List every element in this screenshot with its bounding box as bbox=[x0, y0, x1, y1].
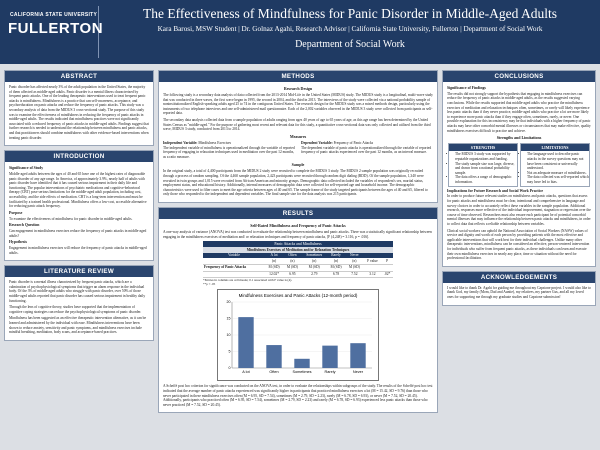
conclusions-panel bbox=[442, 70, 596, 267]
poster-title: The Effectiveness of Mindfulness for Panic Disorder in Middle-Aged Adults bbox=[142, 6, 558, 21]
results-heading: RESULTS bbox=[159, 208, 437, 219]
x-tick-label: Rarely bbox=[324, 370, 336, 375]
literature-p3: Mindfulness has been suggested as an effective therapeutic intervention alternative, as it can be learned and administered by the individual with ease. Mindfulness interventions have been shown to reduce anxiety, sensitivity and panic symptoms, and mindfulness exercises include mindful breathing, meditation, body scans, and acceptance-based practices. bbox=[9, 316, 147, 335]
table-header: Never bbox=[345, 253, 363, 259]
logo-line2: FULLERTON bbox=[8, 20, 104, 37]
limitations-box bbox=[520, 143, 590, 186]
impl-label: Implications for Future Research and Social Work Practice bbox=[447, 188, 544, 193]
chart-title: Mindfulness Exercises and Panic Attacks (12-month period) bbox=[238, 293, 358, 299]
measures-row bbox=[163, 141, 433, 161]
table-header: Sometimes bbox=[302, 253, 327, 259]
chart-bar bbox=[322, 346, 337, 368]
table-cell: M (SD) bbox=[283, 264, 301, 271]
table-cell: F value bbox=[364, 258, 382, 264]
impl-text: In order to produce future relevant studies on mindfulness and panic attacks, questions that assess for panic attacks and mindfulness must be clear, intentional and comprehensive in language and survey choices in order to accurately reflect these variables in the sample population. Additional research, responses more reflective of the individual improvement, stagnation or regression over the course of time observed. Researchers must also ensure each participant be of potential comorbid mental illnesses that may influence the relationship between panic attacks and mindfulness, in order to collect data that reflects a reliable relationship between variables. bbox=[447, 194, 591, 226]
table-header: Rarely bbox=[327, 253, 345, 259]
table-cell bbox=[203, 271, 265, 278]
right-column bbox=[442, 70, 596, 310]
poster-authors: Kara Barosi, MSW Student | Dr. Golnaz Agahi, Research Advisor | California State University, Fullerton | Department of Social Work bbox=[157, 25, 543, 33]
dv-label: Dependent Variable: bbox=[301, 140, 333, 145]
question-label: Research Question bbox=[9, 223, 40, 228]
table-row bbox=[203, 271, 393, 278]
acknowledgements-panel bbox=[442, 271, 596, 306]
strengths-title: STRENGTHS bbox=[449, 144, 517, 151]
x-tick-label: A lot bbox=[242, 370, 250, 375]
csuf-logo bbox=[6, 6, 104, 58]
y-tick-label: 20 bbox=[226, 300, 231, 305]
table-cell: (n) bbox=[283, 258, 301, 264]
chart-bar bbox=[294, 359, 309, 368]
table-subtitle: Mindfulness Exercises of Meditation and/or Relaxation Techniques bbox=[203, 247, 393, 253]
table-cell: 7.52 bbox=[345, 271, 363, 278]
sl-heading: Strengths and Limitations bbox=[496, 135, 542, 141]
table-header: A lot bbox=[265, 253, 283, 259]
strengths-limitations bbox=[447, 142, 591, 187]
table-header: Often bbox=[283, 253, 301, 259]
ack-heading: ACKNOWLEDGEMENTS bbox=[443, 272, 595, 283]
x-tick-label: Sometimes bbox=[292, 370, 312, 375]
iv-name: Mindfulness Exercises bbox=[198, 140, 231, 145]
measures-heading: Measures bbox=[289, 133, 307, 139]
literature-p1: Panic disorder is a mental illness characterized by frequent panic attacks, which are a culmination of psychophysiological symptoms that trigger an alarm response in the individual body. Of the 3% of middle-aged adults who struggle with panic disorder, over 50% of those middle-aged adults reported that panic disorder has caused serious impairment in healthy daily functioning. bbox=[9, 280, 146, 303]
results-intro: A one-way analysis of variance (ANOVA) test was conducted to evaluate the relationship between mindfulness and panic attacks. There was a statistically significant relationship between engaging in the mindfulness exercises of meditation and/ or relaxation techniques and frequency of panic attacks, [F (4,248) = 3.116, p = .016]. bbox=[163, 230, 432, 239]
results-table bbox=[203, 253, 393, 278]
introduction-heading: INTRODUCTION bbox=[5, 151, 153, 162]
results-table-wrap bbox=[203, 241, 393, 286]
table-cell: M (SD) bbox=[265, 264, 283, 271]
significance-text: Middle-aged adults between the ages of 40 and 65 have one of the highest rates of diagnosable panic disorder of any age range. In America, of approximately 3.9%, nearly half of adults with panic disorder have identified that it has caused serious impairment in their daily life and functioning. The popular interventions of psychiatric medications and cognitive-behavioral therapy (CBT) pose serious limitations for the middle-aged adult population, including cost, accessibility, and the side effects of medication. CBT is a long-term intervention and must be facilitated by a trained health professional. Mindfulness offers a low-cost, accessible alternative for reducing panic attack frequency. bbox=[9, 171, 147, 209]
table-cell: M (SD) bbox=[302, 264, 327, 271]
iv-text: The independent variable of mindfulness is operationalized through the variable of reported frequency of engaging in relaxation techniques used in meditation over the past 12 months, as a ratio measure. bbox=[163, 145, 295, 159]
poster-department: Department of Social Work bbox=[295, 39, 405, 50]
chart-bar bbox=[350, 344, 365, 369]
hypothesis-label: Hypothesis bbox=[9, 240, 27, 245]
methods-heading: METHODS bbox=[159, 71, 437, 82]
table-cell: M (SD) bbox=[345, 264, 363, 271]
x-tick-label: Often bbox=[269, 370, 279, 375]
title-block bbox=[104, 4, 596, 50]
table-cell bbox=[364, 264, 382, 271]
strengths-list bbox=[449, 152, 517, 184]
post-hoc-text: A Scheffé post hoc criterion for significance was conducted on the ANOVA test, in order to evaluate the relationships within subgroups of the study. The results of the Scheffé post hoc test indicated that the average number of panic attacks experienced was significantly higher in participants that practiced mindfulness exercises a lot (M = 15.42, SD = 9.76) than those who never participated in these mindfulness exercises often (M = 6.95, SD = 7.54), sometimes (M = 2.79, SD = 2.23), rarely (M = 6.78, SD = 6.93), or never (M = 7.52, SD = 20.45). Additionally, participants who practiced often (M = 6.95, SD = 7.54), sometimes (M = 2.79, SD = 2.23) and rarely (M = 6.78, SD = 6.93) experienced less panic attacks than those who never practiced (M = 7.52, SD = 20.45). bbox=[163, 384, 433, 407]
list-item: • The language used to describe panic attacks in the survey questions may not have been consistent or universally understood. bbox=[527, 152, 589, 170]
table-cell: (n) bbox=[302, 258, 327, 264]
conclusions-heading: CONCLUSIONS bbox=[443, 71, 595, 82]
dv-text: The dependent variable of panic attacks is operationalized through the variable of reported frequency of panic attacks experienced over the past 12 months, as an interval measure. bbox=[301, 145, 432, 155]
table-cell: .02* bbox=[381, 271, 393, 278]
limitations-list bbox=[521, 152, 589, 184]
abstract-panel bbox=[4, 70, 154, 146]
sample-text: In the original study, a total of 4,400 participants from the MIDUS 2 study were recruited to complete the MIDUS 3 study. The MIDUS 2 sample population was originally recruited through a process of random sampling. Of the 4,460 sample population, 2,423 participants were recruited through random digit dialing (RDD). Of the sample population, 1,340 were recruited in twin groups and 1,015 were recruited from African American and minority groups. Demographic data collected included the variables of respondent's sex, marital status, employment status, and educational history. Additionally, internal measures of demographic data were collected for self-reported age and household income. The demographic characteristics were used to filter cases to meet the age criteria between ages of 40 and 65. The sample frame of the study targeted participants between the ages of 40 and 65, filtered to only those who responded to the independent and dependent variables. The final sample size for the data analysis was 215 participants. bbox=[163, 169, 428, 197]
chart-bar bbox=[238, 317, 253, 368]
left-column bbox=[4, 70, 154, 345]
middle-column bbox=[158, 70, 438, 417]
bar-chart-svg bbox=[218, 290, 378, 380]
impl-text2: Clinical social workers can uphold the National Association of Social Workers (NASW) values of service and dignity and worth of each person by providing patients with the most effective and applicable interventions that will work best for their individual challenges. Unlike many other therapeutic interventions, mindfulness can be considered an effective, person-centered intervention for individuals who suffer from frequent panic attacks, as these individuals can learn and execute their own mindfulness exercises in nearly any place, time or situation without the need for professional facilitation. bbox=[447, 228, 590, 261]
table-cell: 12.02* bbox=[265, 271, 283, 278]
abstract-heading: ABSTRACT bbox=[5, 71, 153, 82]
iv-label: Independent Variable: bbox=[163, 140, 198, 145]
list-item: • Not an adequate measure of mindfulness. bbox=[527, 171, 589, 176]
table-cell: 2.79 bbox=[302, 271, 327, 278]
table-note1: *Entries in columns are cell means; 0.1 associated with F value is (4). bbox=[203, 278, 293, 283]
header-banner bbox=[0, 0, 600, 64]
table-header: Variable bbox=[203, 253, 265, 259]
significance-label: Significance of Study bbox=[9, 166, 44, 171]
dv-block bbox=[301, 141, 433, 161]
y-tick-label: 15 bbox=[226, 317, 231, 322]
sig-text: The results did not strongly support the hypothesis that engaging in mindfulness exercises can reduce the frequency of panic attacks in middle-aged adults, as the results suggested varying conclusions. While the results supported that middle-aged adults who practice the mindfulness exercises of meditation and relaxation techniques often, sometimes, or rarely will likely experience less panic attacks than if they never practice, middle-aged adults who practice a lot are more likely to experience more panic attacks than if they engage often, sometimes, rarely, or never. One possible explanation for this inconsistency may be that individuals with a higher frequency of panic attacks may have other comorbid mental illnesses or circumstances that may make effective, quality mindfulness exercises difficult to practice and achieve. bbox=[447, 91, 591, 133]
design-p2: The secondary data analysis collected data from a sample population of adults ranging from ages 40 years of age to 65 years of age, as this age range has been determined by the United States Census as "middle-aged." For the purpose of gathering most recent and relevant data for this study, a quantitative cross-sectional data was only collected and utilized from the third wave, MIDUS 3 study, conducted from 2013 to 2014. bbox=[163, 118, 431, 132]
methods-panel bbox=[158, 70, 438, 203]
hypothesis-text: Engagement in mindfulness exercises will reduce the frequency of panic attacks in middle-aged adults. bbox=[9, 246, 147, 255]
ack-text: I would like to thank Dr. Agahi for guiding me throughout my Capstone project. I would also like to thank God, my family (Mom, Dad and Auntie), my relatives, my partner Gus, and all my loved ones for supporting me through my graduate studies and Capstone submission! bbox=[447, 285, 591, 299]
table-cell: Frequency of Panic Attacks bbox=[203, 264, 265, 271]
logo-line1: CALIFORNIA STATE UNIVERSITY bbox=[10, 12, 98, 18]
table-note2: **p < .05 bbox=[203, 282, 216, 287]
literature-panel bbox=[4, 265, 154, 341]
results-panel bbox=[158, 207, 438, 413]
y-tick-label: 10 bbox=[226, 333, 231, 338]
literature-p2: Through the lens of cognitive theory, studies have supported that the implementation of cognitive coping strategies can reduce the psychophysiological symptoms of panic disorder. bbox=[9, 305, 142, 314]
list-item: • The MIDUS 3 study was supported by reputable organizations and funding. bbox=[455, 152, 517, 161]
introduction-panel bbox=[4, 150, 154, 261]
dv-name: Frequency of Panic Attacks bbox=[333, 140, 374, 145]
list-item: • The study sample size was large, diverse, and drawn from a national probability sample. bbox=[455, 162, 517, 176]
purpose-label: Purpose bbox=[9, 210, 23, 215]
table-cell: (n) bbox=[327, 258, 345, 264]
y-tick-label: 0 bbox=[228, 366, 231, 371]
sig-label: Significance of Findings bbox=[447, 86, 486, 90]
strengths-box bbox=[448, 143, 518, 186]
table-cell: 3.12 bbox=[364, 271, 382, 278]
table-row bbox=[203, 264, 393, 271]
abstract-text: Panic disorder has affected nearly 3% of the adult population in the United States, the majority of them affected as middle-aged adults. Panic disorder is a mental illness characterized by frequent panic attacks. One of the leading therapeutic interventions used to treat frequent panic attacks is mindfulness. Mindfulness is a practice that can self-awareness, acceptance, and psychoeducation on panic attacks and reduce the frequency of panic attacks. This study was a secondary analysis of data from the MIDUS 3 cross-sectional study. The purpose of this study was to examine the effectiveness of mindfulness in reducing the frequency of panic attacks in middle-aged adults. The results indicated that mindfulness practices were not significantly associated with a reduced frequency of panic attacks in middle-aged adults. Findings suggest that further research is needed to understand the relationship between mindfulness and panic attacks, and that practitioners should combine mindfulness with other evidence-based interventions when treating panic disorder. bbox=[9, 85, 149, 140]
literature-heading: LITERATURE REVIEW bbox=[5, 266, 153, 277]
x-tick-label: Never bbox=[352, 370, 364, 375]
table-cell: M (SD) bbox=[327, 264, 345, 271]
table-cell: 6.95 bbox=[283, 271, 301, 278]
table-cell bbox=[381, 264, 393, 271]
sample-heading: Sample bbox=[291, 162, 305, 168]
y-tick-label: 5 bbox=[228, 350, 231, 355]
table-cell: 6.78 bbox=[327, 271, 345, 278]
chart-bar bbox=[266, 345, 281, 368]
limitations-title: LIMITATIONS bbox=[521, 144, 589, 151]
results-subheading: Self-Rated Mindfulness and Frequency of Panic Attacks bbox=[250, 223, 346, 229]
iv-block bbox=[163, 141, 295, 161]
list-item: • The data collected was self-reported which may have led to bias. bbox=[527, 175, 589, 184]
table-cell: (n) bbox=[345, 258, 363, 264]
bar-chart bbox=[217, 289, 379, 381]
question-text: Can engagement in mindfulness exercises reduce the frequency of panic attacks in middle-aged adults? bbox=[9, 229, 147, 238]
design-p1: The following study is a secondary data analysis of data collected from the 2013-2014 Mid-Life in the United States (MIDUS) study. The MIDUS study is a longitudinal, multi-wave study that was conducted in three waves, the first wave began in 1995, the second in 2004, and the third in 2013. The interviews of the study were collected via a national probability sample of noninstitutionalized English-speaking adults aged 25 to 74 in the contiguous United States. The research design for the MIDUS study was a mixed methods design, particularly using the instruments of two telephone interviews and one self-administered mail questionnaire. Each of the 2,002 variables observed in the MIDUS 3 study were collected from participants as self-reported data. bbox=[163, 93, 433, 116]
list-item: • The data offers a range of demographic information. bbox=[455, 175, 517, 184]
purpose-text: To examine the effectiveness of mindfulness for panic disorder in middle-aged adults. bbox=[9, 216, 133, 221]
design-heading: Research Design bbox=[283, 86, 313, 91]
table-title: Panic Attacks and Mindfulness bbox=[203, 241, 393, 247]
table-cell: (n) bbox=[265, 258, 283, 264]
table-cell: P bbox=[381, 258, 393, 264]
